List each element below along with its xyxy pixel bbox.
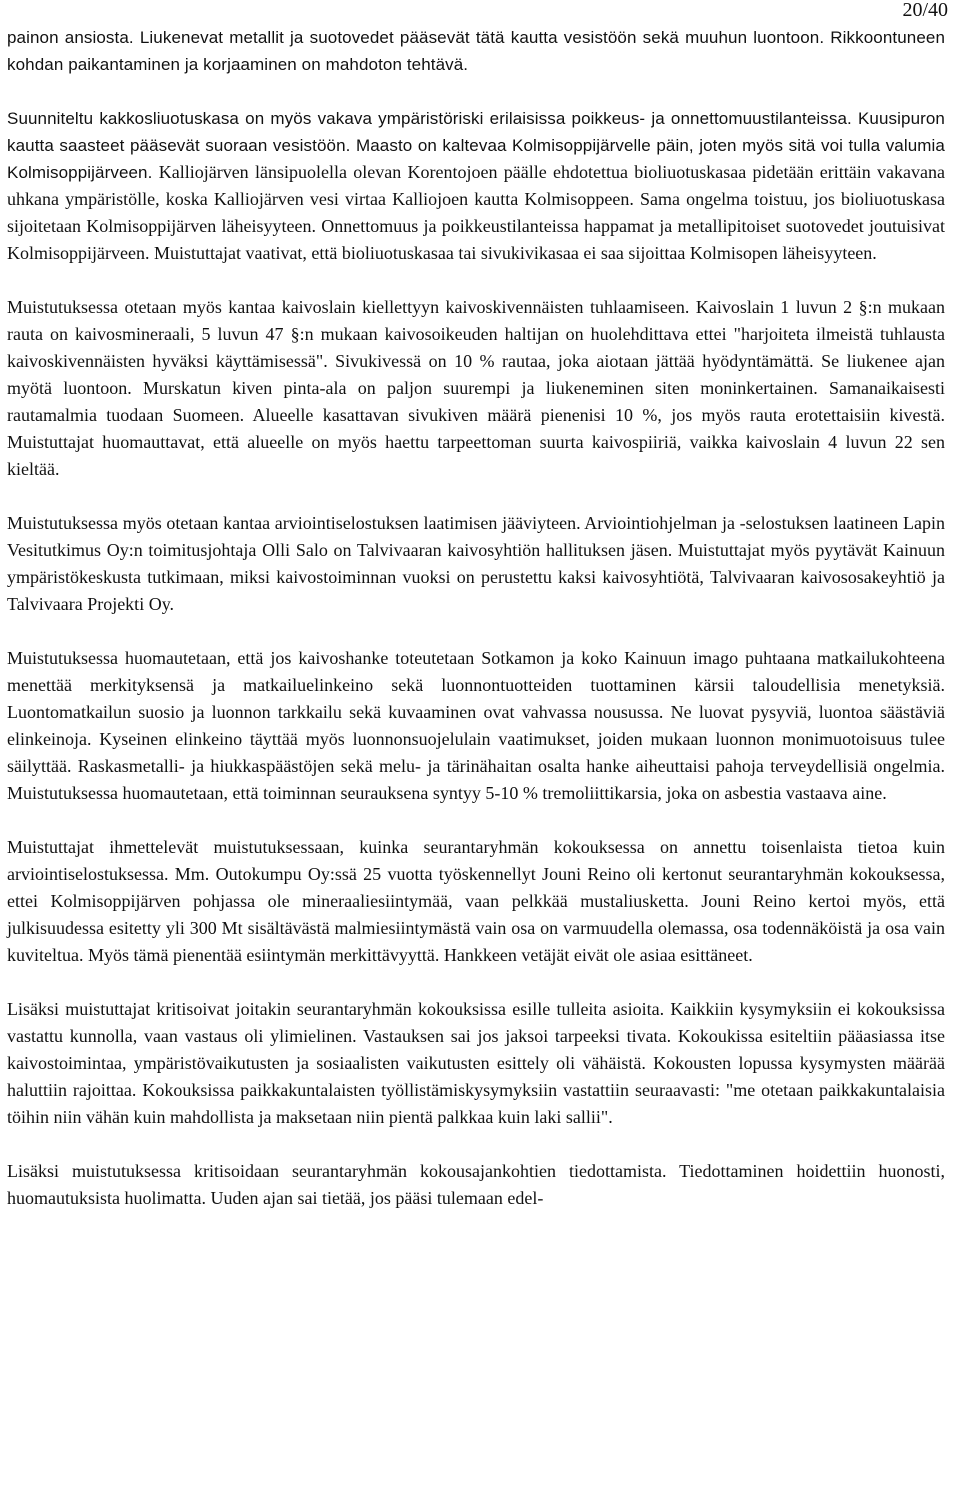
paragraph-text: Muistutuksessa huomautetaan, että jos kaivoshanke toteutetaan Sotkamon ja koko Kainuun imago puhtaana matkailukohteena menettää merkityksensä ja matkailuelinkeino sekä luonnontuotteiden tuottaminen kärsii taloudellisia menetyksiä. Luontomatkailun suosio ja luonnon tarkkailu sekä kuvaaminen ovat vahvassa nousussa. Ne luovat pysyviä, luontoa säästäviä elinkeinoja. Kyseinen elinkeino täyttää myös luonnonsuojelulain vaatimukset, joiden mukaan luonnon monimuotoisuus tulee säilyttää. Raskasmetalli- ja hiukkaspäästöjen sekä melu- ja tärinähaitan osalta hanke aiheuttaisi pahoja terveydellisiä ongelmia. Muistutuksessa huomautetaan, että toiminnan seurauksena syntyy 5-10 % tremoliittikarsia, joka on asbestia vastaava aine. (7, 648, 945, 803)
paragraph-text: Suunniteltu kakkosliuotuskasa on myös vakava ympäristöriski erilaisissa poikkeus- ja onnettomuustilanteissa. Kuusipuron kautta saasteet pääsevät suoraan vesistöön. Maasto on kaltevaa Kolmisoppijärvelle päin, joten myös sitä voi tulla valumia Kolmisoppijärveen. (7, 109, 945, 182)
paragraph-text: Kalliojärven länsipuolella olevan Korentojoen päälle ehdotettua bioliuotuskasaa pidetään erittäin vakavana uhkana ympäristölle, koska Kalliojärven vesi virtaa Kalliojoen kautta Kolmisoppeen. Sama ongelma toistuu, jos bioliuotuskasa sijoitetaan Kolmisoppijärven läheisyyteen. Onnettomuus ja poikkeustilanteissa happamat ja metallipitoiset suotovedet joutuisivat Kolmisoppijärveen. Muistuttajat vaativat, että bioliuotuskasaa tai sivukivikasaa ei saa sijoittaa Kolmisopen läheisyyteen. (7, 162, 945, 263)
paragraph (7, 834, 945, 969)
paragraph (7, 996, 945, 1131)
paragraph (7, 294, 945, 483)
paragraph-text: Muistutuksessa myös otetaan kantaa arviointiselostuksen laatimisen jääviyteen. Arviointiohjelman ja -selostuksen laatineen Lapin Vesitutkimus Oy:n toimitusjohtaja Olli Salo on Talvivaaran kaivosyhtiön hallituksen jäsen. Muistuttajat myös pyytävät Kainuun ympäristökeskusta tutkimaan, miksi kaivostoiminnan vuoksi on perustettu kaksi kaivosyhtiötä, Talvivaaran kaivososakeyhtiö ja Talvivaara Projekti Oy. (7, 513, 945, 614)
page-number: 20/40 (902, 0, 948, 21)
paragraph-text: Lisäksi muistuttajat kritisoivat joitakin seurantaryhmän kokouksissa esille tulleita asioita. Kaikkiin kysymyksiin ei kokouksissa vastattu kunnolla, vaan vastaus oli ylimielinen. Vastauksen sai jos jaksoi tarpeeksi tivata. Kokoukissa esiteltiin pääasiassa itse kaivostoimintaa, ympäristövaikutusten ja sosiaalisten vaikutusten esittely oli vähäistä. Kokousten lopussa kysymysten määrää haluttiin rajoittaa. Kokouksissa paikkakuntalaisten työllistämiskysymyksiin vastattiin seuraavasti: "me otetaan paikkakuntalaisia töihin niin vähän kuin mahdollista ja maksetaan niin pientä palkkaa kuin laki sallii". (7, 999, 945, 1127)
paragraph (7, 24, 945, 78)
paragraph-text: Lisäksi muistutuksessa kritisoidaan seurantaryhmän kokousajankohtien tiedottamista. Tiedottaminen hoidettiin huonosti, huomautuksista huolimatta. Uuden ajan sai tietää, jos pääsi tulemaan edel- (7, 1161, 945, 1208)
paragraph-text: Muistuttajat ihmettelevät muistutuksessaan, kuinka seurantaryhmän kokouksessa on annettu toisenlaista tietoa kuin arviointiselostuksessa. Mm. Outokumpu Oy:ssä 25 vuotta työskennellyt Jouni Reino oli kertonut seurantaryhmän kokouksessa, ettei Kolmisoppijärven pohjassa ole mineraaliesiintymää, vaan pelkkää mustaliusketta. Jouni Reino kertoi myös, että julkisuudessa esitetty yli 300 Mt sisältävästä malmiesiintymästä vain osa on varmuudella olemassa, osa todennäköistä ja osa vain kuviteltua. Myös tämä pienentää esiintymän merkittävyyttä. Hankkeen vetäjät eivät ole asiaa esittäneet. (7, 837, 945, 965)
paragraph-text: painon ansiosta. Liukenevat metallit ja suotovedet pääsevät tätä kautta vesistöön sekä muuhun luontoon. Rikkoontuneen kohdan paikantaminen ja korjaaminen on mahdoton tehtävä. (7, 28, 945, 74)
paragraph (7, 1158, 945, 1212)
paragraph (7, 645, 945, 807)
paragraph (7, 510, 945, 618)
paragraph-text: Muistutuksessa otetaan myös kantaa kaivoslain kiellettyyn kaivoskivennäisten tuhlaamiseen. Kaivoslain 1 luvun 2 §:n mukaan rauta on kaivosmineraali, 5 luvun 47 §:n mukaan kaivosoikeuden haltijan on huolehdittava ettei "harjoiteta ilmeistä tuhlausta kaivoskivennäisten hyväksi käyttämisessä". Sivukivessä on 10 % rautaa, joka aiotaan jättää hyödyntämättä. Se liukenee ajan myötä luontoon. Murskatun kiven pinta-ala on paljon suurempi ja liukeneminen siten moninkertainen. Samanaikaisesti rautamalmia tuodaan Suomeen. Alueelle kasattavan sivukiven määrä pienenisi 10 %, jos myös rauta erotettaisiin kivestä. Muistuttajat huomauttavat, että alueelle on myös haettu tarpeettoman suurta kaivospiiriä, vaikka kaivoslain 4 luvun 22 sen kieltää. (7, 297, 945, 479)
paragraph (7, 105, 945, 267)
document-body (7, 24, 945, 1212)
